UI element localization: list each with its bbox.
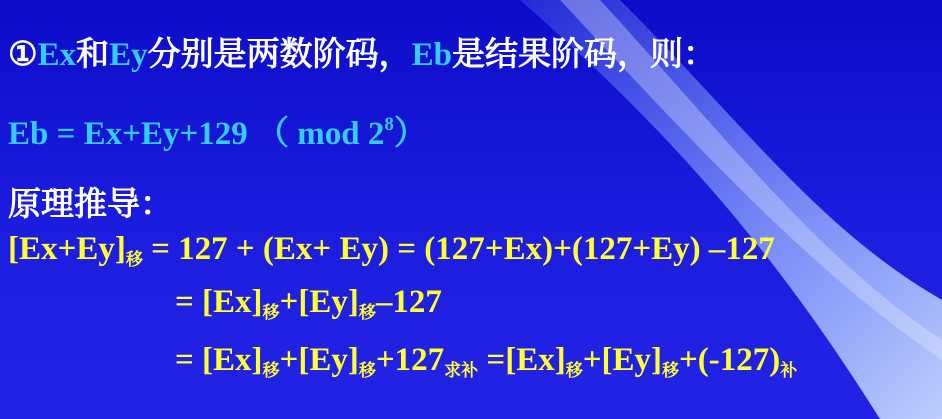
plus-ey: +[Ey] [279,284,359,320]
eq-ex: = [Ex] [175,284,263,320]
subscript-biased: 移 [262,361,280,381]
lhs-text: [Ex+Ey] [8,231,126,267]
eb-term: Eb [411,37,452,73]
eq-ex: = [Ex] [175,342,263,378]
derivation-heading: 原理推导： [8,184,173,223]
close-paren: ） [393,116,427,152]
derivation-line-1 [8,231,775,270]
plus-neg-127: +(-127) [679,342,781,378]
subscript-biased: 移 [262,303,280,323]
subscript-biased: 移 [358,361,376,381]
subscript-biased: 移 [565,361,583,381]
exponent: 8 [384,114,394,135]
intro-mid-text: 分别是两数阶码， [147,34,412,73]
ey-term: Ey [109,37,148,73]
subscript-biased: 移 [358,303,376,323]
subscript-complement: 补 [780,361,798,381]
plus-127: +127 [375,342,445,378]
minus-127: –127 [375,284,442,320]
subscript-complement-negate: 求补 [444,361,479,381]
and-text: 和 [76,34,110,73]
subscript-biased: 移 [662,361,679,381]
eq-ex-2: =[Ex] [478,342,566,378]
plus-ey: +[Ey] [279,342,359,378]
ex-term: Ex [37,37,77,73]
intro-tail-text: 是结果阶码，则： [452,34,716,73]
subscript-biased: 移 [125,250,143,270]
plus-ey-2: +[Ey] [582,342,662,378]
derivation-line-2 [175,284,442,323]
intro-line [8,28,716,75]
derivation-line-3 [175,342,797,381]
eb-formula [8,107,427,154]
rhs-text: = 127 + (Ex+ Ey) = (127+Ex)+(127+Ey) –127 [142,231,775,267]
eb-formula-text: Eb = Ex+Ey+129 （ mod 2 [8,116,385,152]
circled-number: ① [8,37,38,73]
